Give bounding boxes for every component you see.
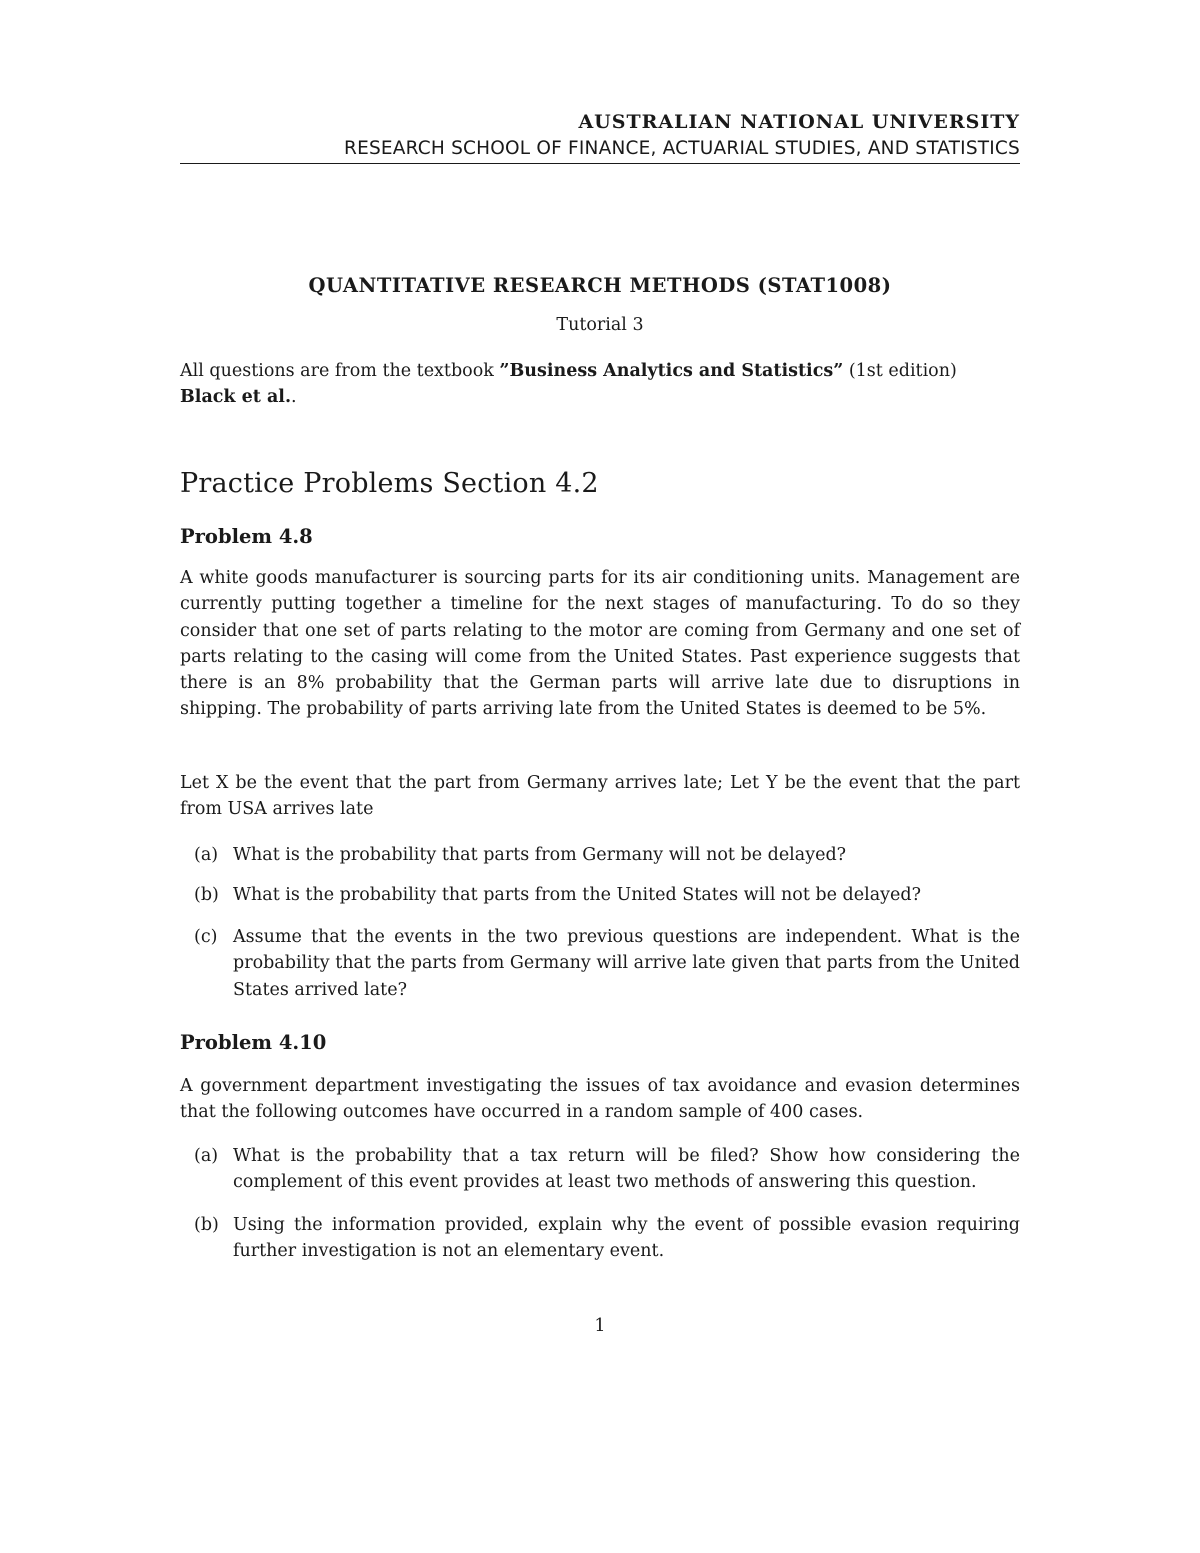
problem-4-10-paragraph: A government department investigating the issues of tax avoidance and evasion determines that the following outcomes have occurred in a random sample of 400 cases. — [180, 1076, 1020, 1123]
book-author: Black et al. — [180, 387, 292, 407]
item-label: (b) — [194, 885, 219, 905]
intro-prefix: All questions are from the textbook — [180, 361, 500, 381]
item-text: What is the probability that parts from the United States will not be delayed? — [233, 885, 921, 905]
item-label: (a) — [194, 845, 219, 865]
item-text: What is the probability that a tax return will be filed? Show how considering the complement of this event provides at least two methods of answering this question. — [233, 1146, 1020, 1193]
section-title: Practice Problems Section 4.2 — [180, 468, 599, 499]
page-header — [180, 108, 1020, 162]
item-text: What is the probability that parts from Germany will not be delayed? — [233, 845, 847, 865]
book-title: ”Business Analytics and Statistics” — [499, 361, 844, 381]
problem-4-8-event-definition: Let X be the event that the part from Germany arrives late; Let Y be the event that the part from USA arrives late — [180, 773, 1020, 820]
item-text: Assume that the events in the two previous questions are independent. What is the probability that the parts from Germany will arrive late given that parts from the United States arrived late? — [233, 927, 1020, 1000]
item-label: (b) — [194, 1215, 219, 1235]
item-label: (c) — [194, 927, 218, 947]
university-name: AUSTRALIAN NATIONAL UNIVERSITY — [578, 111, 1020, 133]
header-rule — [180, 163, 1020, 164]
tutorial-label: Tutorial 3 — [556, 315, 644, 335]
problem-4-8-title: Problem 4.8 — [180, 525, 313, 548]
intro-middle: (1st edition) — [843, 361, 957, 381]
item-text: Using the information provided, explain why the event of possible evasion requiring further investigation is not an elementary event. — [233, 1215, 1020, 1262]
problem-4-8-paragraph: A white goods manufacturer is sourcing parts for its air conditioning units. Management are currently putting together a timeline for the next stages of manufacturing. To do so they consider that one set of parts relating to the motor are coming from Germany and one set of parts relating to the casing will come from the United States. Past experience suggests that there is an 8% probability that the German parts will arrive late due to disruptions in shipping. The probability of parts arriving late from the United States is deemed to be 5%. — [180, 568, 1020, 720]
intro-text — [180, 358, 1020, 410]
school-name: RESEARCH SCHOOL OF FINANCE, ACTUARIAL STUDIES, AND STATISTICS — [344, 138, 1020, 159]
course-title: QUANTITATIVE RESEARCH METHODS (STAT1008) — [308, 274, 892, 297]
problem-4-10-title: Problem 4.10 — [180, 1031, 327, 1054]
intro-suffix: . — [291, 387, 297, 407]
item-label: (a) — [194, 1146, 219, 1166]
page-number: 1 — [594, 1316, 606, 1336]
